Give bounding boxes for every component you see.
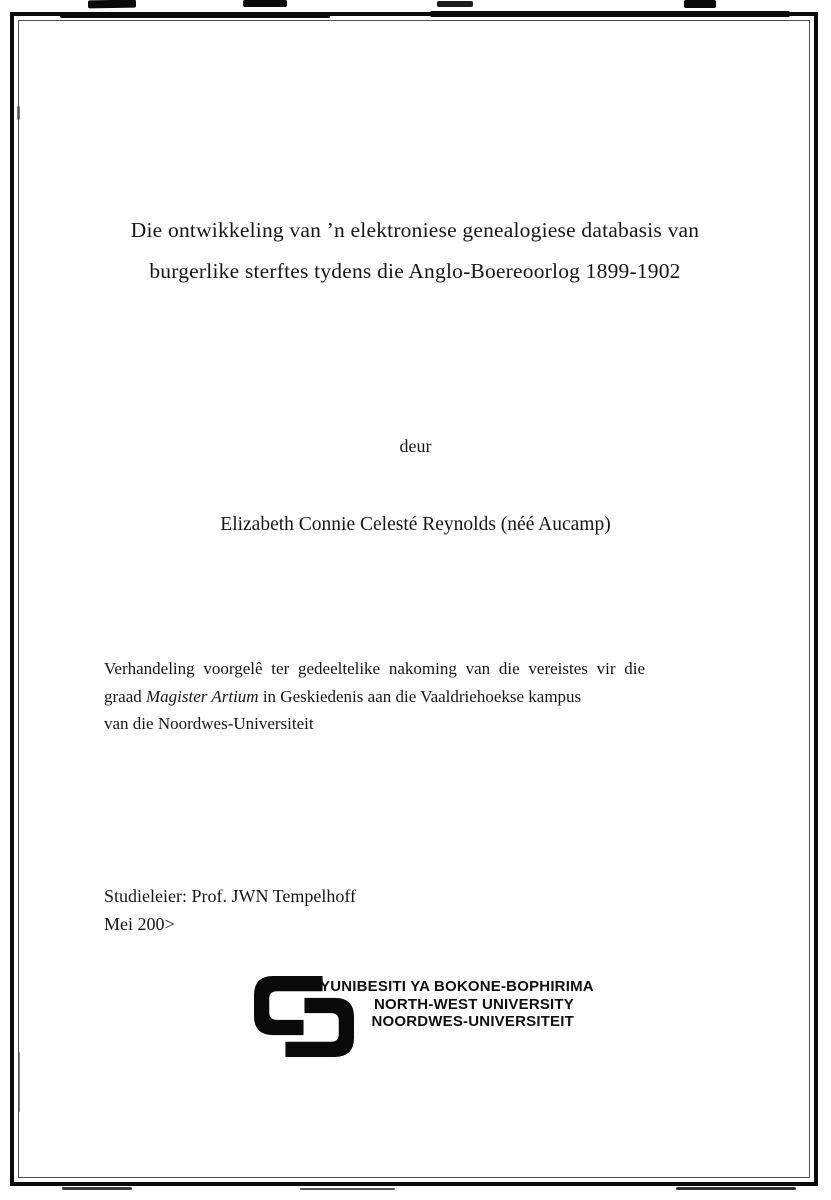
logo-text-english: NORTH-WEST UNIVERSITY (373, 995, 574, 1013)
thesis-title (60, 210, 770, 292)
byline-deur: deur (399, 436, 432, 456)
submission-line3: van die Noordwes-Universiteit (104, 714, 314, 733)
degree-name: Magister Artium (146, 686, 259, 706)
scan-smudge (437, 1, 473, 7)
university-logo-text (320, 978, 594, 1031)
thesis-title-line1: Die ontwikkeling van ’n elektroniese genealogiese databasis van (130, 218, 700, 242)
scan-smudge (300, 1188, 395, 1190)
scan-smudge (676, 1187, 796, 1190)
submission-line2-post: in Geskiedenis aan die Vaaldriehoekse kampus (258, 686, 582, 706)
thesis-title-line2: burgerlike sterftes tydens die Anglo-Boereoorlog 1899-1902 (149, 259, 681, 283)
logo-text-setswana: YUNIBESITI YA BOKONE-BOPHIRIMA (320, 978, 594, 995)
logo-text-afrikaans: NOORDWES-UNIVERSITEIT (371, 1013, 574, 1030)
scan-smudge (88, 0, 136, 8)
submission-statement (104, 655, 736, 738)
submission-line2-pre: graad (104, 686, 147, 706)
submission-line1: Verhandeling voorgelê ter gedeeltelike nakoming van die vereistes vir die (104, 659, 646, 678)
scan-smudge (243, 0, 287, 7)
supervisor-block (104, 882, 356, 938)
date-line: Mei 200> (104, 914, 175, 934)
scan-smudge (684, 0, 716, 8)
author-name: Elizabeth Connie Celesté Reynolds (néé Aucamp) (220, 514, 611, 535)
submission-line2 (104, 683, 736, 711)
supervisor-line: Studieleier: Prof. JWN Tempelhoff (104, 886, 357, 906)
scan-smudge (62, 1187, 132, 1190)
